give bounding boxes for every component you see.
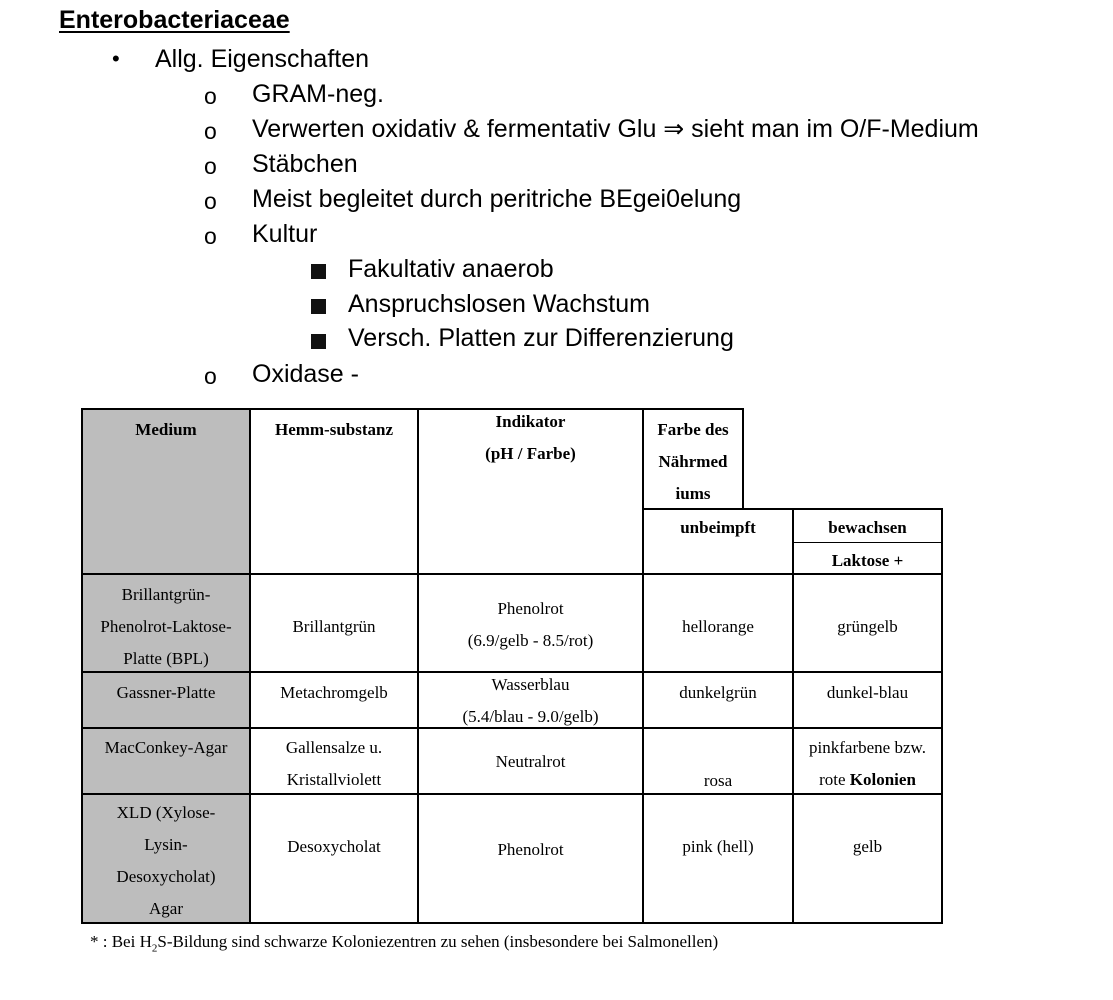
- bullet-circle-icon: o: [204, 153, 217, 179]
- cell-unbeimpft: pink (hell): [682, 837, 754, 856]
- cell-text: Phenolrot: [497, 599, 564, 618]
- cell-text: Brillantgrün-: [121, 585, 211, 604]
- cell-medium: [82, 579, 250, 675]
- header-farbe-line3: iums: [675, 484, 711, 503]
- table-border: [81, 408, 744, 410]
- table-border: [81, 922, 943, 924]
- cell-text: Lysin-: [144, 835, 188, 854]
- list-item: Anspruchslosen Wachstum: [348, 290, 650, 318]
- cell-indikator: [418, 834, 643, 866]
- cell-unbeimpft: hellorange: [682, 617, 754, 636]
- table-border: [81, 793, 943, 795]
- header-hemm-substanz: Hemm-substanz: [274, 420, 394, 439]
- header-bewachsen: bewachsen: [828, 518, 907, 537]
- footnote-text: * : Bei H: [90, 932, 152, 951]
- table-border: [81, 573, 943, 575]
- list-item: Verwerten oxidativ & fermentativ Glu ⇒ sieht man im O/F-Medium: [252, 115, 979, 143]
- cell-bewachsen: grüngelb: [837, 617, 898, 636]
- list-item: Fakultativ anaerob: [348, 255, 554, 283]
- footnote-text: S-Bildung sind schwarze Koloniezentren zu sehen (insbesondere bei Salmonellen): [157, 932, 719, 951]
- header-farbe: [643, 414, 743, 510]
- bullet-circle-icon: o: [204, 83, 217, 109]
- table-border: [642, 408, 644, 924]
- cell-text: rote: [819, 770, 850, 789]
- list-item: GRAM-neg.: [252, 80, 384, 108]
- cell-text: Phenolrot: [497, 840, 564, 859]
- list-item: Meist begleitet durch peritriche BEgei0elung: [252, 185, 742, 213]
- cell-bewachsen: [793, 732, 942, 796]
- cell-indikator: [418, 593, 643, 657]
- cell-text-line: [819, 764, 916, 796]
- table-border: [742, 408, 744, 510]
- bullet-circle-icon: o: [204, 363, 217, 389]
- cell-bewachsen: gelb: [852, 837, 883, 856]
- cell-text: (5.4/blau - 9.0/gelb): [462, 707, 599, 726]
- bullet-circle-icon: o: [204, 223, 217, 249]
- bullet-circle-icon: o: [204, 118, 217, 144]
- list-item: Stäbchen: [252, 150, 358, 178]
- section-label: Allg. Eigenschaften: [155, 45, 370, 73]
- cell-indikator: [418, 669, 643, 733]
- cell-text: Kristallviolett: [286, 770, 382, 789]
- list-item: Versch. Platten zur Differenzierung: [348, 324, 734, 352]
- header-indikator-line2: (pH / Farbe): [485, 444, 576, 463]
- table-border: [81, 727, 943, 729]
- list-item: Oxidase -: [252, 360, 359, 388]
- cell-text: (6.9/gelb - 8.5/rot): [467, 631, 594, 650]
- cell-text-bold: Kolonien: [849, 770, 916, 789]
- cell-text: Gassner-Platte: [116, 683, 216, 702]
- cell-hemm: Brillantgrün: [292, 617, 376, 636]
- cell-text: Gallensalze u.: [285, 738, 383, 757]
- cell-text: Platte (BPL): [123, 649, 209, 668]
- cell-unbeimpft: rosa: [703, 771, 733, 790]
- list-item: Kultur: [252, 220, 318, 248]
- cell-text: Agar: [149, 899, 183, 918]
- table-border: [792, 508, 794, 924]
- header-medium: Medium: [135, 420, 197, 439]
- table-border: [941, 508, 943, 924]
- footnote-subscript: 2: [151, 942, 158, 955]
- page-title: Enterobacteriaceae: [59, 6, 290, 34]
- bullet-dot-icon: •: [112, 46, 120, 71]
- header-indikator-line1: Indikator: [495, 412, 566, 431]
- cell-text: pinkfarbene bzw.: [809, 738, 926, 757]
- header-farbe-line2: Nährmed: [658, 452, 728, 471]
- cell-text: Phenolrot-Laktose-: [100, 617, 232, 636]
- table-border: [81, 408, 83, 924]
- header-laktose: Laktose +: [831, 551, 904, 570]
- cell-medium: [82, 732, 250, 764]
- header-indikator: [418, 406, 643, 470]
- cell-unbeimpft: dunkelgrün: [679, 683, 757, 702]
- cell-medium: [82, 677, 250, 709]
- table-border: [249, 408, 251, 924]
- cell-text: Desoxycholat): [116, 867, 216, 886]
- header-unbeimpft: unbeimpft: [680, 518, 756, 537]
- cell-bewachsen: dunkel-blau: [826, 683, 909, 702]
- header-farbe-line1: Farbe des: [657, 420, 729, 439]
- bullet-circle-icon: o: [204, 188, 217, 214]
- table-border: [793, 542, 943, 543]
- table-footnote: [90, 932, 718, 954]
- cell-hemm: Desoxycholat: [287, 837, 381, 856]
- cell-indikator: [418, 746, 643, 778]
- cell-text: Wasserblau: [491, 675, 570, 694]
- table-border: [417, 408, 419, 924]
- table-border: [81, 671, 943, 673]
- cell-hemm: Metachromgelb: [280, 683, 388, 702]
- cell-hemm: [250, 732, 418, 796]
- cell-medium: [82, 797, 250, 925]
- cell-text: Neutralrot: [495, 752, 566, 771]
- cell-text: MacConkey-Agar: [104, 738, 228, 757]
- cell-text: XLD (Xylose-: [116, 803, 216, 822]
